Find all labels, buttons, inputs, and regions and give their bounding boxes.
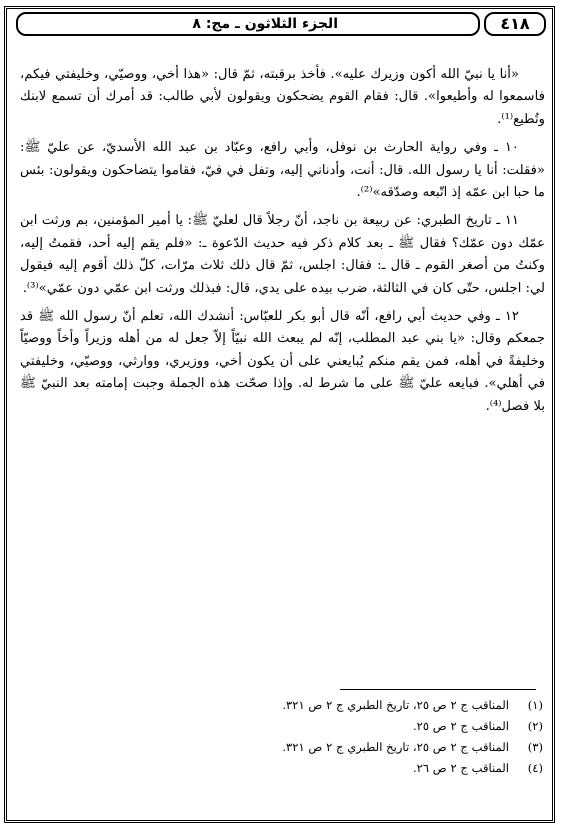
paragraph-10: ١٠ ـ وفي رواية الحارث بن نوفل، وأبي رافع، وعبّاد بن عبد الله الأسديّ، عن عليّ ﷺ: «فقلت: أنا يا رسول الله. قال: أنت، وأدناني إليه، وتفل في فيّ، فقاموا يتضاحكون ويقولون: بئس ما حبا ابن عمّه إذ اتّبعه وصدّقه»⁽²⁾. [20,140,545,201]
footnote-number: (٣) [527,740,543,754]
paragraph-11: ١١ ـ تاريخ الطبري: عن ربيعة بن ناجد، أنّ رجلاً قال لعليّ ﷺ: يا أمير المؤمنين، بم ورثت ابن عمّك دون عمّك؟ فقال ﷺ ـ بعد كلام ذكر فيه حديث الدّعوة ـ: «فلم يقم إليه أحد، فقمتُ إليه، وكنتُ من أصغر القوم ـ قال ـ: فقال: اجلس، ثمّ قال ذلك ثلاث مرّات، كلّ ذلك أقوم إليه فيقول لي: اجلس، حتّى كان في الثالثة، ضرب بيده على يدي، قال: فبذلك ورثت ابن عمّي دون عمّي»⁽³⁾. [20,213,545,296]
footnotes [30,695,543,779]
footnote-text: المناقب ج ٢ ص ٢٥، تاريخ الطبري ج ٢ ص ٣٢١. [282,698,509,712]
footnote-number: (١) [527,698,543,712]
page-header [16,12,546,38]
running-title: الجزء الثلاثون ـ مج: ٨ [16,12,480,36]
footnote-3 [30,737,543,758]
footnote-text: المناقب ج ٢ ص ٢٦. [412,761,509,775]
paragraph-continuation: «أنا يا نبيّ الله أكون وزيرك عليه». فأخذ برقبته، ثمّ قال: «هذا أخي، ووصيّي، وخليفتي فيكم، فاسمعوا له وأطيعوا». قال: فقام القوم يضحكون ويقولون لأبي طالب: قد أمرك أن تسمع لابنك وتُطيع⁽¹⁾. [20,67,545,127]
footnote-1 [30,695,543,716]
footnote-text: المناقب ج ٢ ص ٢٥، تاريخ الطبري ج ٢ ص ٣٢١. [282,740,509,754]
footnote-2 [30,716,543,737]
main-text [20,64,545,424]
footnote-4 [30,758,543,779]
paragraph-12: ١٢ ـ وفي حديث أبي رافع، أنّه قال أبو بكر للعبّاس: أنشدك الله، تعلم أنّ رسول الله ﷺ قد جمعكم وقال: «يا بني عبد المطلب، إنّه لم يبعث الله نبيّاً إلاّ جعل له من أهله وزيراً وأخاً ووصيّاً وخليفةً في أهله، فمن يقم منكم يُبايعني على أن يكون أخي، ووزيري، ووارثي، ووصيّي، وخليفتي في أهلي». فبايعه عليّ ﷺ على ما شرط له. وإذا صحّت هذه الجملة وجبت إمامته بعد النبيّ ﷺ بلا فصل⁽⁴⁾. [20,309,545,414]
footnote-number: (٤) [527,761,543,775]
page-number: ٤١٨ [484,12,546,36]
footnote-text: المناقب ج ٢ ص ٢٥. [412,719,509,733]
footnote-separator [340,689,536,690]
footnote-number: (٢) [527,719,543,733]
